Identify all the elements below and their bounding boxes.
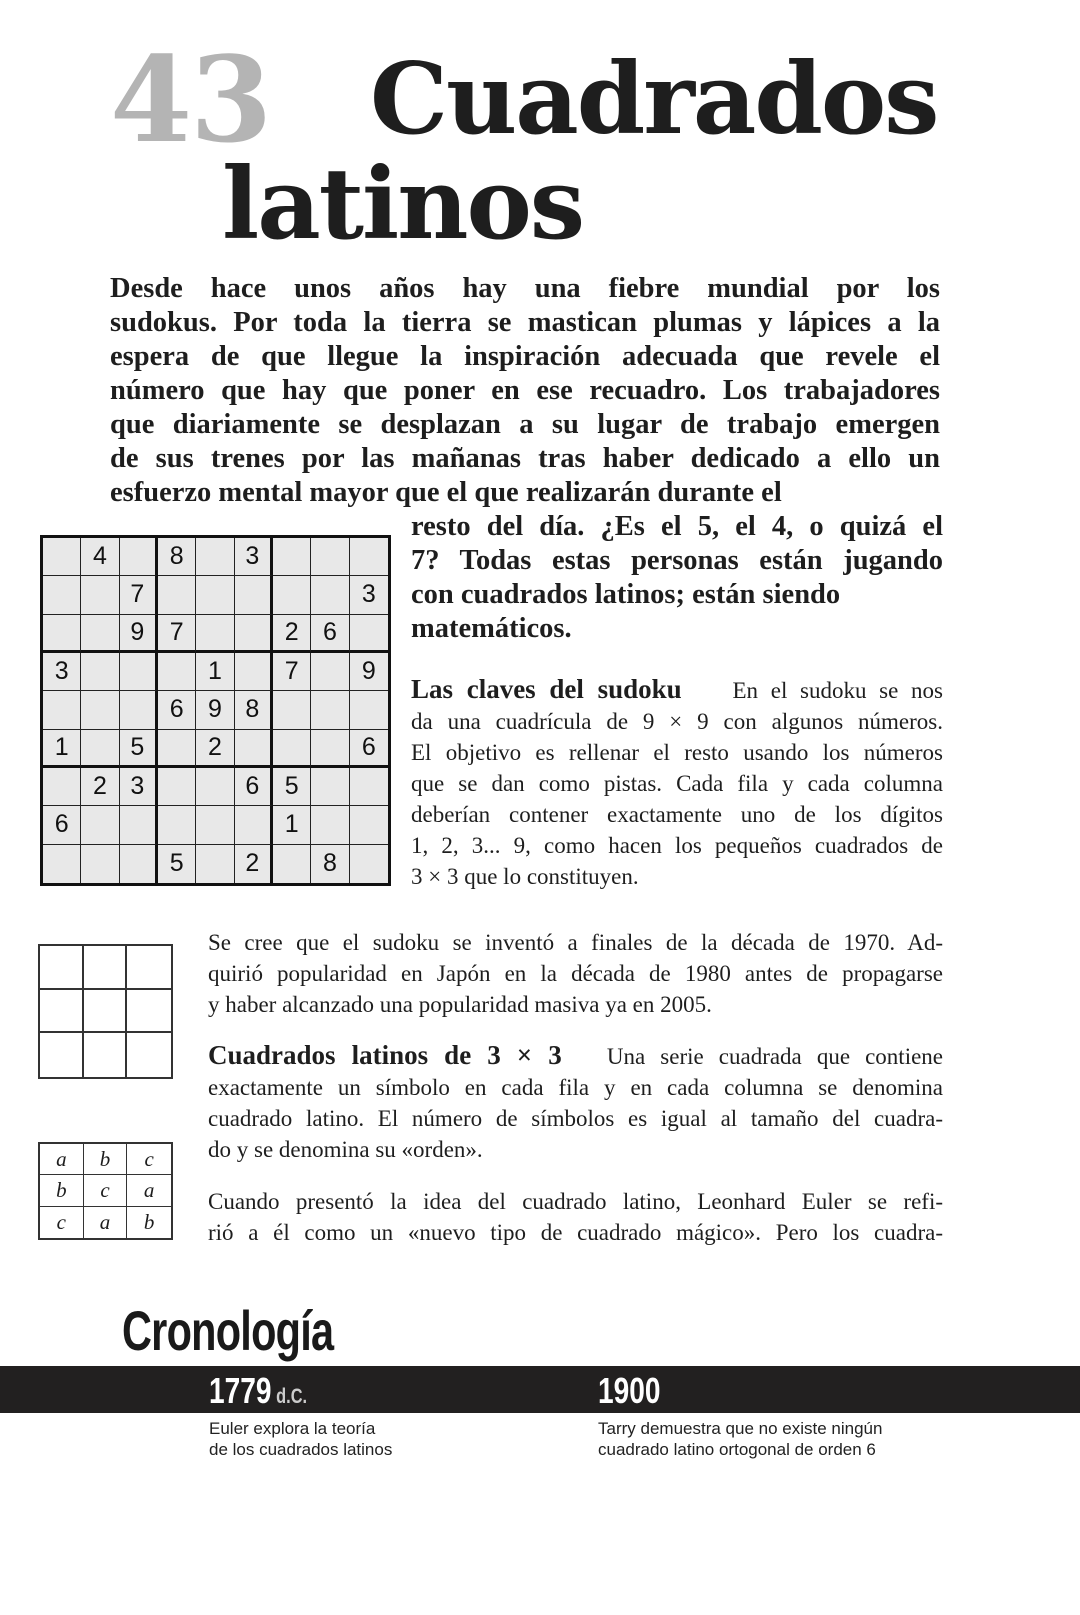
text-line: 1, 2, 3... 9, como hacen los pequeños cuadrados de xyxy=(411,833,943,858)
sudoku-cell: 5 xyxy=(120,730,158,768)
sudoku-cell: 7 xyxy=(273,653,311,691)
sudoku-cell xyxy=(311,768,349,806)
sudoku-cell: 6 xyxy=(311,615,349,653)
latin-square-cell: a xyxy=(127,1175,171,1206)
sudoku-cell: 8 xyxy=(235,691,273,729)
text-line: espera de que llegue la inspiración adecuada que revele el xyxy=(110,341,940,372)
sudoku-cell xyxy=(311,730,349,768)
sudoku-cell xyxy=(196,538,234,576)
sudoku-cell: 6 xyxy=(350,730,388,768)
latin-square-example xyxy=(38,1142,173,1240)
text-line: de sus trenes por las mañanas tras haber dedicado a ello un xyxy=(110,443,940,474)
year-label: 1900 xyxy=(598,1370,661,1411)
sudoku-cell: 3 xyxy=(120,768,158,806)
sudoku-cell xyxy=(235,615,273,653)
intro-paragraph-continued xyxy=(411,510,943,646)
timeline-title: Cronología xyxy=(122,1299,334,1362)
chapter-title-line2: latinos xyxy=(222,147,584,262)
sudoku-cell: 3 xyxy=(235,538,273,576)
latin-square-cell: c xyxy=(84,1175,128,1206)
sudoku-cell xyxy=(120,538,158,576)
sudoku-cell xyxy=(120,806,158,844)
claves-section xyxy=(411,674,943,892)
sudoku-cell: 6 xyxy=(158,691,196,729)
text-line: deberían contener exactamente uno de los dígitos xyxy=(411,802,943,827)
sudoku-cell xyxy=(273,845,311,883)
sudoku-cell xyxy=(81,806,119,844)
latin-square-cell: c xyxy=(127,1144,171,1175)
sudoku-cell xyxy=(196,768,234,806)
sudoku-cell: 9 xyxy=(196,691,234,729)
sudoku-cell xyxy=(81,730,119,768)
text-line: sudokus. Por toda la tierra se mastican plumas y lápices a la xyxy=(110,307,940,338)
sudoku-cell xyxy=(81,653,119,691)
latin-square-cell: a xyxy=(40,1144,84,1175)
text-line: exactamente un símbolo en cada fila y en cada columna se denomina xyxy=(208,1075,943,1100)
year-label: 1779 xyxy=(209,1370,272,1411)
text-line: con cuadrados latinos; están siendo xyxy=(411,579,841,610)
latin-square-cell: a xyxy=(84,1207,128,1238)
empty-3x3-grid xyxy=(38,944,173,1079)
sudoku-cell xyxy=(350,806,388,844)
sudoku-cell: 2 xyxy=(235,845,273,883)
text-line: En el sudoku se nos xyxy=(732,678,943,703)
sudoku-cell: 6 xyxy=(235,768,273,806)
sudoku-cell xyxy=(43,691,81,729)
text-line: 3 × 3 que lo constituyen. xyxy=(411,864,639,889)
caption-line: cuadrado latino ortogonal de orden 6 xyxy=(598,1440,876,1459)
sudoku-cell xyxy=(158,768,196,806)
sudoku-cell xyxy=(350,845,388,883)
timeline-caption-1779 xyxy=(209,1418,392,1460)
history-paragraph xyxy=(208,927,943,1020)
caption-line: de los cuadrados latinos xyxy=(209,1440,393,1459)
text-line: 7? Todas estas personas están jugando xyxy=(411,545,943,576)
latin-square-cell: b xyxy=(143,1209,155,1234)
sudoku-cell xyxy=(120,653,158,691)
sudoku-cell xyxy=(235,730,273,768)
sudoku-cell: 5 xyxy=(273,768,311,806)
timeline-year-1779 xyxy=(209,1370,307,1412)
caption-line: Euler explora la teoría xyxy=(209,1419,376,1438)
sudoku-cell: 9 xyxy=(120,615,158,653)
caption-line: Tarry demuestra que no existe ningún xyxy=(598,1419,883,1438)
text-line: esfuerzo mental mayor que el que realizarán durante el xyxy=(110,477,782,508)
sudoku-cell: 7 xyxy=(120,576,158,614)
sudoku-cell xyxy=(311,653,349,691)
sudoku-cell xyxy=(235,806,273,844)
sudoku-cell xyxy=(158,730,196,768)
sudoku-cell: 2 xyxy=(273,615,311,653)
sudoku-cell xyxy=(311,538,349,576)
text-line: y haber alcanzado una popularidad masiva ya en 2005. xyxy=(208,992,712,1017)
sudoku-cell xyxy=(196,806,234,844)
text-line: Se cree que el sudoku se inventó a finales de la década de 1970. Ad- xyxy=(208,930,943,955)
sudoku-cell xyxy=(350,615,388,653)
euler-paragraph xyxy=(208,1186,943,1248)
sudoku-cell xyxy=(273,576,311,614)
text-line: Cuando presentó la idea del cuadrado latino, Leonhard Euler se refi- xyxy=(208,1189,943,1214)
latin-square-cell: b xyxy=(84,1144,128,1175)
latin-square-cell: c xyxy=(40,1207,84,1238)
sudoku-cell xyxy=(158,576,196,614)
sudoku-cell xyxy=(311,576,349,614)
sudoku-cell xyxy=(81,576,119,614)
text-line: do y se denomina su «orden». xyxy=(208,1137,483,1162)
sudoku-cell: 7 xyxy=(158,615,196,653)
timeline-caption-1900 xyxy=(598,1418,882,1460)
sudoku-cell xyxy=(120,691,158,729)
text-line: quirió popularidad en Japón en la década de 1980 antes de propagarse xyxy=(208,961,943,986)
sudoku-cell xyxy=(43,576,81,614)
text-line: cuadrado latino. El número de símbolos es igual al tamaño del cuadra- xyxy=(208,1106,943,1131)
sudoku-cell: 3 xyxy=(350,576,388,614)
text-line: da una cuadrícula de 9 × 9 con algunos números. xyxy=(411,709,943,734)
sudoku-cell xyxy=(158,806,196,844)
sudoku-cell xyxy=(81,691,119,729)
sudoku-cell xyxy=(350,691,388,729)
text-line: resto del día. ¿Es el 5, el 4, o quizá el xyxy=(411,511,943,542)
latin-square-cell: b xyxy=(40,1175,84,1206)
sudoku-cell xyxy=(273,730,311,768)
text-line: que se dan como pistas. Cada fila y cada columna xyxy=(411,771,943,796)
sudoku-cell: 4 xyxy=(81,538,119,576)
sudoku-cell xyxy=(196,615,234,653)
timeline-bar xyxy=(0,1366,1080,1413)
section-heading: Cuadrados latinos de 3 × 3 xyxy=(208,1040,562,1070)
sudoku-cell xyxy=(235,576,273,614)
sudoku-cell xyxy=(81,845,119,883)
sudoku-cell: 1 xyxy=(43,730,81,768)
text-line: matemáticos. xyxy=(411,613,572,644)
sudoku-cell xyxy=(43,615,81,653)
sudoku-cell: 2 xyxy=(196,730,234,768)
sudoku-cell: 9 xyxy=(350,653,388,691)
timeline-year-1900 xyxy=(598,1370,660,1412)
intro-paragraph xyxy=(110,272,940,510)
era-label: d.C. xyxy=(276,1385,308,1408)
sudoku-cell xyxy=(350,768,388,806)
chapter-number: 43 xyxy=(110,30,271,169)
sudoku-cell xyxy=(235,653,273,691)
sudoku-cell: 1 xyxy=(273,806,311,844)
sudoku-cell: 2 xyxy=(81,768,119,806)
chapter-title-line1: Cuadrados xyxy=(370,42,938,157)
sudoku-cell xyxy=(81,615,119,653)
text-line: Una serie cuadrada que contiene xyxy=(606,1044,943,1069)
sudoku-cell xyxy=(196,845,234,883)
text-line: El objetivo es rellenar el resto usando los números xyxy=(411,740,943,765)
section-heading: Las claves del sudoku xyxy=(411,674,682,704)
latin3-section xyxy=(208,1040,943,1165)
sudoku-cell: 5 xyxy=(158,845,196,883)
text-line: Desde hace unos años hay una fiebre mundial por los xyxy=(110,273,940,304)
sudoku-cell xyxy=(43,845,81,883)
sudoku-cell xyxy=(273,691,311,729)
sudoku-cell: 1 xyxy=(196,653,234,691)
sudoku-cell xyxy=(43,768,81,806)
sudoku-cell: 3 xyxy=(43,653,81,691)
sudoku-cell xyxy=(311,806,349,844)
sudoku-cell xyxy=(43,538,81,576)
sudoku-cell xyxy=(311,691,349,729)
sudoku-cell xyxy=(273,538,311,576)
sudoku-cell xyxy=(120,845,158,883)
text-line: rió a él como un «nuevo tipo de cuadrado mágico». Pero los cuadra- xyxy=(208,1220,943,1245)
sudoku-cell: 6 xyxy=(43,806,81,844)
sudoku-cell xyxy=(350,538,388,576)
sudoku-cell xyxy=(158,653,196,691)
sudoku-cell xyxy=(196,576,234,614)
text-line: que diariamente se desplazan a su lugar de trabajo emergen xyxy=(110,409,940,440)
sudoku-cell: 8 xyxy=(311,845,349,883)
sudoku-grid xyxy=(40,535,391,886)
text-line: número que hay que poner en ese recuadro. Los trabajadores xyxy=(110,375,940,406)
sudoku-cell: 8 xyxy=(158,538,196,576)
